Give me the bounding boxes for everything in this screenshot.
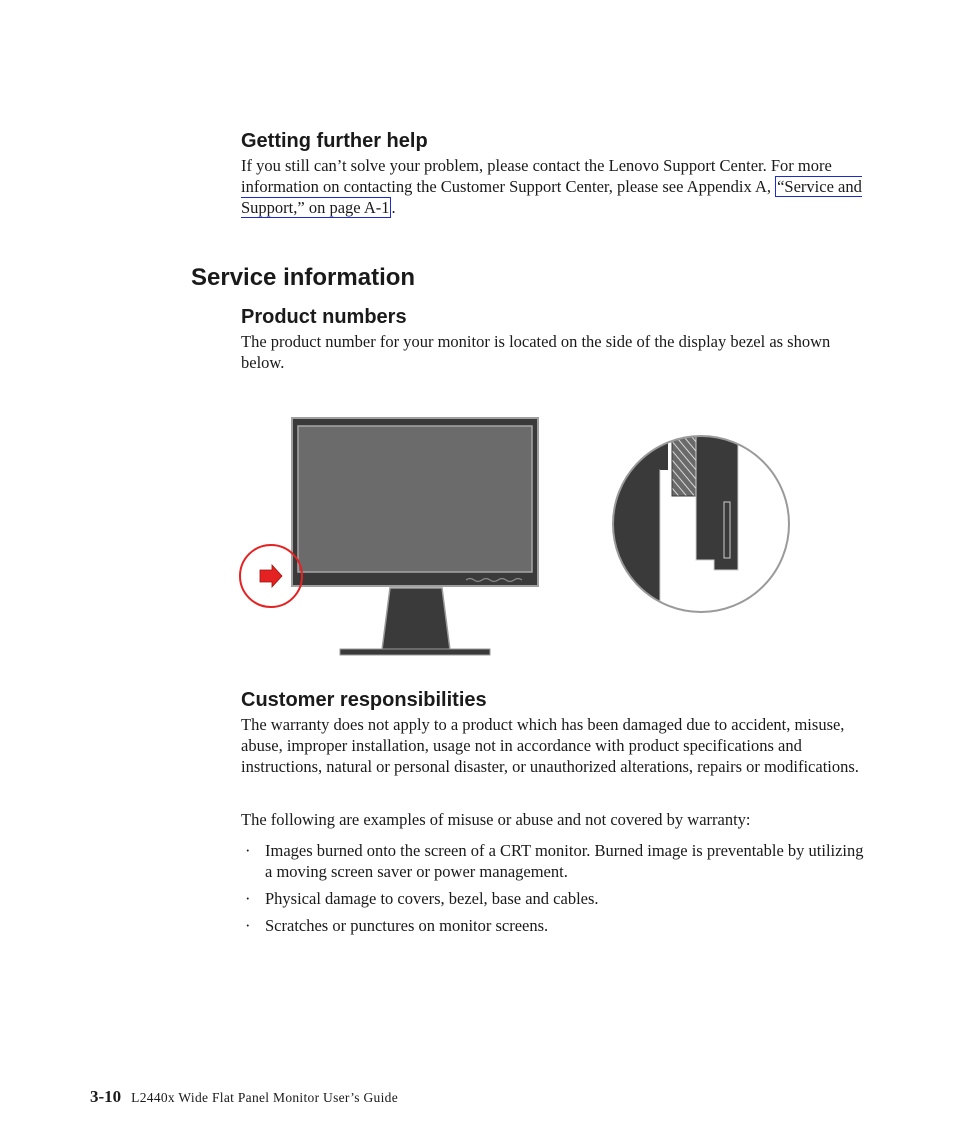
service-and-support-link[interactable]: “Service and Support,” on page A-1 [241, 177, 862, 217]
list-item [241, 840, 866, 882]
service-information-heading: Service information [191, 264, 416, 291]
further-help-text-end: . [391, 198, 396, 217]
warranty-exclusions-paragraph: The warranty does not apply to a product which has been damaged due to accident, misuse, abuse, improper installation, usage not in accordance with product specifications and instructions, natural or personal disaster, or unauthorized alterations, repairs or modifications. [241, 715, 859, 776]
misuse-examples-intro: The following are examples of misuse or abuse and not covered by warranty: [241, 810, 751, 829]
getting-further-help-heading: Getting further help [241, 130, 428, 152]
list-item [241, 915, 866, 936]
page-footer [90, 1087, 398, 1107]
monitor-front-illustration [292, 418, 538, 655]
list-item-text: Scratches or punctures on monitor screens. [265, 916, 549, 935]
misuse-examples-list [241, 840, 866, 942]
further-help-text: If you still can’t solve your problem, please contact the Lenovo Support Center. For more information on contacting the Customer Support Center, please see Appendix A, [241, 156, 832, 196]
side-bezel-closeup-illustration [613, 430, 789, 612]
list-item-text: Physical damage to covers, bezel, base and cables. [265, 889, 599, 908]
list-item-text: Images burned onto the screen of a CRT monitor. Burned image is preventable by utilizing a moving screen saver or power management. [265, 841, 864, 881]
page-number: 3-10 [90, 1087, 122, 1106]
monitor-product-number-figure [230, 410, 810, 665]
guide-title: L2440x Wide Flat Panel Monitor User’s Guide [131, 1090, 399, 1105]
bullet-marker: · [245, 916, 251, 935]
bullet-marker: · [245, 841, 251, 860]
bullet-marker: · [245, 889, 251, 908]
product-numbers-heading: Product numbers [241, 306, 407, 328]
product-numbers-paragraph: The product number for your monitor is located on the side of the display bezel as shown below. [241, 332, 831, 372]
customer-responsibilities-heading: Customer responsibilities [241, 689, 487, 711]
getting-further-help-paragraph [241, 155, 866, 218]
list-item [241, 888, 866, 909]
